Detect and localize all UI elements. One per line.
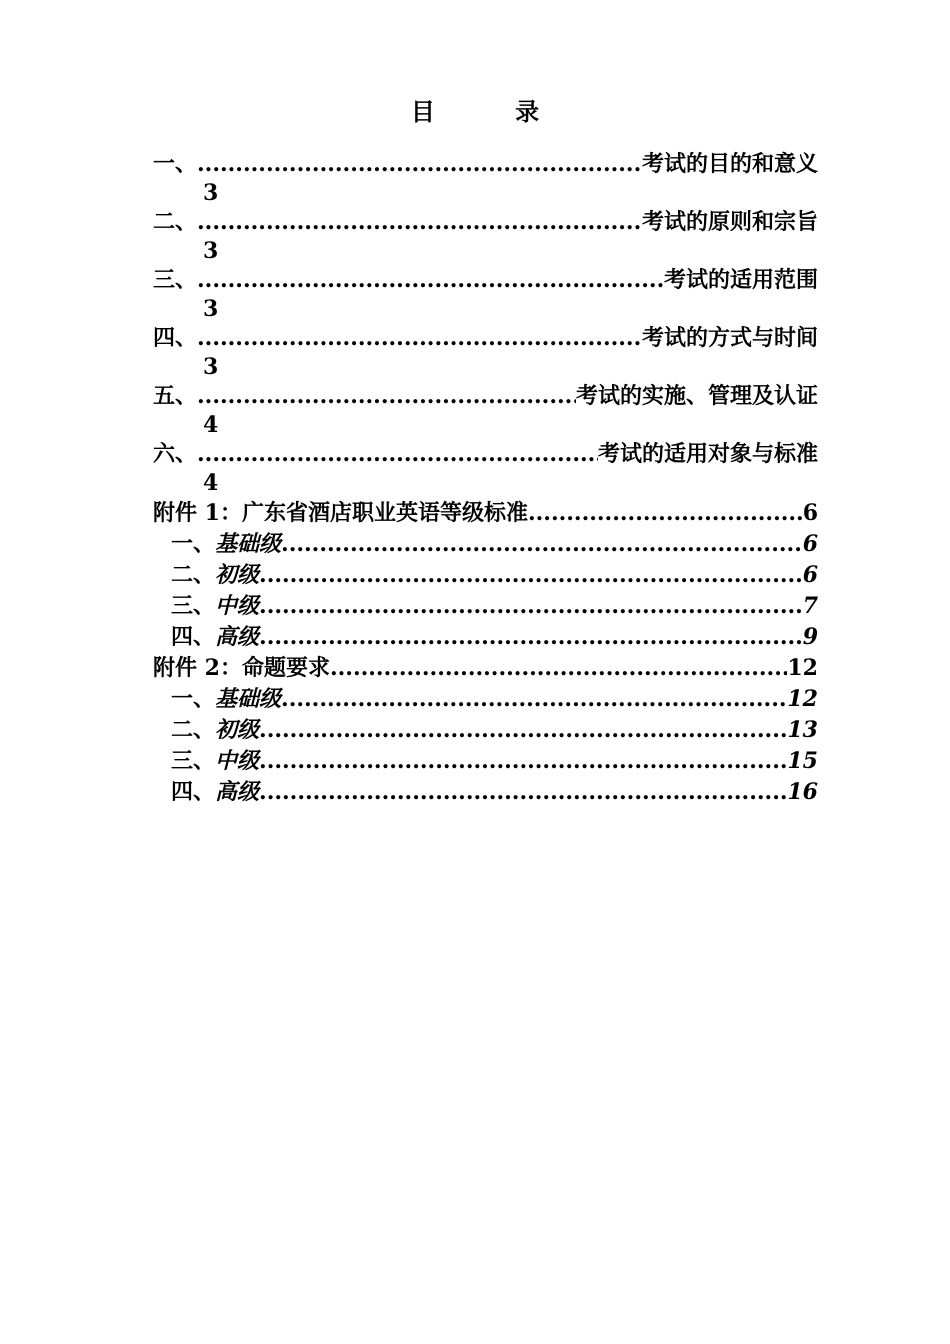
toc-entry[interactable] xyxy=(153,324,818,382)
toc-title: 目 录 xyxy=(410,97,576,126)
dot-leader xyxy=(330,653,787,684)
dot-leader xyxy=(259,622,803,653)
entry-number: 二、 xyxy=(171,717,216,743)
toc-subentry[interactable] xyxy=(153,715,818,746)
dot-leader xyxy=(197,266,664,295)
entry-text: 考试的方式与时间 xyxy=(641,325,818,351)
entry-text: 初级 xyxy=(215,562,260,588)
entry-page: 12 xyxy=(787,655,818,681)
entry-page: 3 xyxy=(203,354,219,380)
toc-entry[interactable] xyxy=(153,150,818,208)
entry-number: 四、 xyxy=(171,624,216,650)
entry-page: 4 xyxy=(203,470,219,496)
dot-leader xyxy=(197,150,642,179)
dot-leader xyxy=(259,715,787,746)
entry-page: 6 xyxy=(802,500,818,526)
entry-text: 中级 xyxy=(215,593,260,619)
entry-text: 考试的目的和意义 xyxy=(641,151,818,177)
entry-page: 9 xyxy=(802,624,818,650)
toc-entry[interactable] xyxy=(153,382,818,440)
dot-leader xyxy=(197,440,598,469)
entry-page: 6 xyxy=(802,531,818,557)
entry-number: 四、 xyxy=(171,779,216,805)
dot-leader xyxy=(259,560,803,591)
toc-subentry[interactable] xyxy=(153,529,818,560)
entry-page: 12 xyxy=(787,686,818,712)
entry-text: 高级 xyxy=(215,624,260,650)
entry-text: 考试的实施、管理及认证 xyxy=(575,383,818,409)
table-of-contents xyxy=(153,150,818,808)
entry-number: 四、 xyxy=(153,325,198,351)
entry-text: 高级 xyxy=(215,779,260,805)
appendix-label: 附件 1：广东省酒店职业英语等级标准 xyxy=(153,500,528,526)
entry-number: 一、 xyxy=(171,531,216,557)
entry-page: 6 xyxy=(802,562,818,588)
entry-text: 考试的适用对象与标准 xyxy=(597,441,818,467)
entry-page: 15 xyxy=(787,748,818,774)
dot-leader xyxy=(197,208,642,237)
entry-number: 二、 xyxy=(171,562,216,588)
toc-subentry[interactable] xyxy=(153,560,818,591)
dot-leader xyxy=(259,746,787,777)
entry-text: 中级 xyxy=(215,748,260,774)
dot-leader xyxy=(197,324,642,353)
entry-number: 三、 xyxy=(153,267,198,293)
toc-appendix-entry[interactable] xyxy=(153,498,818,529)
toc-appendix-entry[interactable] xyxy=(153,653,818,684)
entry-page: 4 xyxy=(203,412,219,438)
toc-subentry[interactable] xyxy=(153,591,818,622)
dot-leader xyxy=(259,777,787,808)
entry-text: 基础级 xyxy=(215,531,282,557)
entry-page: 16 xyxy=(787,779,818,805)
entry-text: 基础级 xyxy=(215,686,282,712)
entry-text: 初级 xyxy=(215,717,260,743)
dot-leader xyxy=(259,591,803,622)
entry-number: 一、 xyxy=(153,151,198,177)
toc-subentry[interactable] xyxy=(153,777,818,808)
entry-number: 三、 xyxy=(171,593,216,619)
toc-subentry[interactable] xyxy=(153,746,818,777)
dot-leader xyxy=(528,498,803,529)
entry-number: 三、 xyxy=(171,748,216,774)
dot-leader xyxy=(281,529,803,560)
dot-leader xyxy=(197,382,576,411)
entry-text: 考试的原则和宗旨 xyxy=(641,209,818,235)
toc-subentry[interactable] xyxy=(153,622,818,653)
entry-page: 3 xyxy=(203,296,219,322)
toc-entry[interactable] xyxy=(153,440,818,498)
entry-page: 3 xyxy=(203,180,219,206)
toc-entry[interactable] xyxy=(153,266,818,324)
entry-page: 7 xyxy=(802,593,818,619)
entry-number: 六、 xyxy=(153,441,198,467)
entry-page: 13 xyxy=(787,717,818,743)
appendix-label: 附件 2：命题要求 xyxy=(153,655,330,681)
dot-leader xyxy=(281,684,787,715)
toc-entry[interactable] xyxy=(153,208,818,266)
entry-number: 五、 xyxy=(153,383,198,409)
entry-number: 二、 xyxy=(153,209,198,235)
entry-number: 一、 xyxy=(171,686,216,712)
entry-text: 考试的适用范围 xyxy=(663,267,818,293)
toc-subentry[interactable] xyxy=(153,684,818,715)
entry-page: 3 xyxy=(203,238,219,264)
